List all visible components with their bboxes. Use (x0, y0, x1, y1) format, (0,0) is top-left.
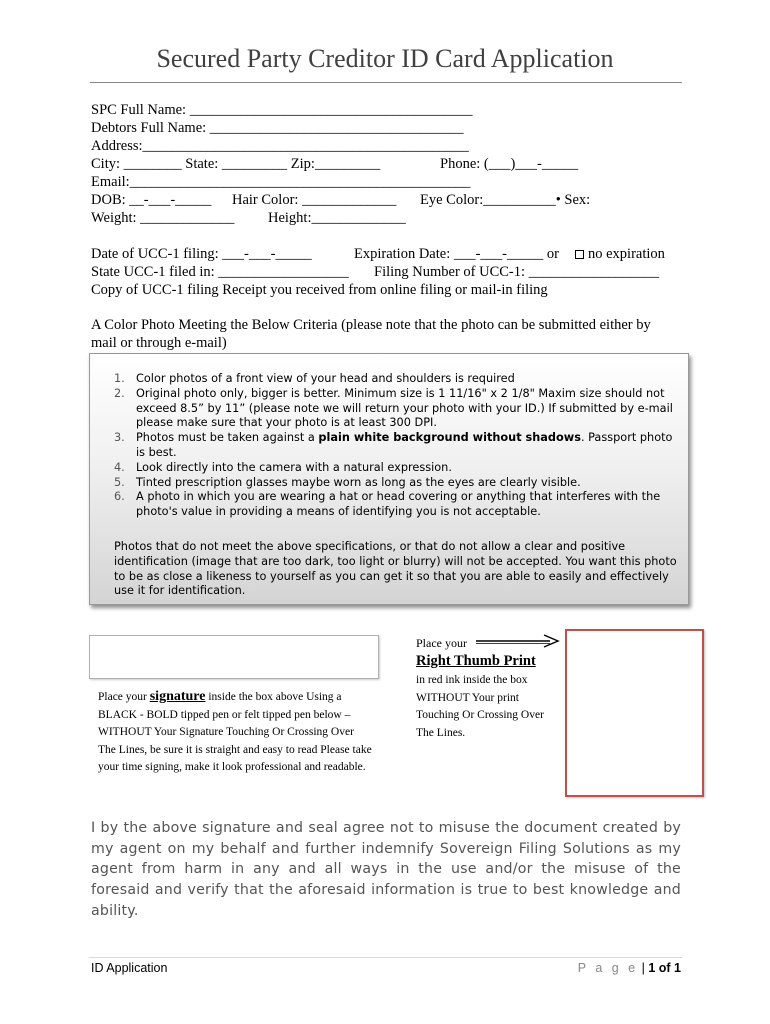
dob-field[interactable]: DOB: __-___-_____ (91, 192, 212, 208)
thumb-print-instructions: in red ink inside the box WITHOUT Your print Touching Or Crossing Over The Lines. (416, 674, 544, 739)
ucc-receipt-note: Copy of UCC-1 filing Receipt you received from online filing or mail-in filing (91, 282, 548, 298)
list-item: 4. Look directly into the camera with a natural expression. (114, 460, 452, 474)
photo-criteria-list (90, 372, 690, 520)
address-field[interactable]: Address:_____________________________________________ (91, 138, 469, 154)
list-item: 2. Original photo only, bigger is better. Minimum size is 1 11/16" x 2 1/8" Maxim size should not exceed 8.5” by 11” (please note we will return your photo with your ID.) If submitted by e-mail please make sure that your photo is at least 300 DPI. (114, 386, 673, 430)
hair-color-field[interactable]: Hair Color: _____________ (232, 192, 397, 208)
arrow-right-icon (474, 633, 562, 649)
list-item: 5. Tinted prescription glasses maybe worn as long as the eyes are clearly visible. (114, 475, 581, 489)
phone-field[interactable]: Phone: (___)___-_____ (440, 156, 579, 172)
state-filed-field[interactable]: State UCC-1 filed in: __________________ (91, 264, 349, 280)
footer-divider (89, 957, 682, 958)
no-expiration-label: no expiration (588, 246, 665, 262)
email-field[interactable]: Email:_______________________________________________ (91, 174, 471, 190)
footer-document-name: ID Application (91, 961, 168, 975)
photo-intro-line2: mail or through e-mail) (91, 335, 227, 351)
title-divider (90, 82, 682, 83)
thumb-place-label: Place your (416, 636, 467, 650)
debtors-full-name-field[interactable]: Debtors Full Name: ___________________________________ (91, 120, 464, 136)
checkbox-icon[interactable] (575, 250, 584, 259)
footer-page-number: P a g e | 1 of 1 (577, 961, 681, 975)
thumb-print-heading: Right Thumb Print (416, 653, 536, 669)
eye-color-sex-field[interactable]: Eye Color:__________• Sex: (420, 192, 591, 208)
city-state-zip-field[interactable]: City: ________ State: _________ Zip:_________ (91, 156, 381, 172)
thumb-print-box[interactable] (565, 629, 704, 797)
list-item: 3. Photos must be taken against a plain white background without shadows. Passport photo is best. (114, 431, 673, 459)
spc-full-name-field[interactable]: SPC Full Name: _______________________________________ (91, 102, 473, 118)
agreement-text: I by the above signature and seal agree not to misuse the document created by my agent on my behalf and further indemnify Sovereign Filing Solutions as my agent from harm in any and all ways in the use and/or the misuse of the foresaid and verify that the aforesaid information is true to best knowledge and ability. (91, 820, 681, 919)
height-field[interactable]: Height:_____________ (268, 210, 406, 226)
signature-instructions: Place your signature inside the box above Using a BLACK - BOLD tipped pen or felt tipped pen below – WITHOUT Your Signature Touching Or Crossing Over The Lines, be sure it is straight and easy to read Please take your time signing, make it look professional and readable. (98, 689, 372, 773)
expiration-date-field[interactable]: Expiration Date: ___-___-_____ or (354, 246, 559, 262)
photo-intro-line1: A Color Photo Meeting the Below Criteria (please note that the photo can be submitted either by (91, 317, 651, 333)
page-title: Secured Party Creditor ID Card Application (156, 44, 614, 73)
weight-field[interactable]: Weight: _____________ (91, 210, 235, 226)
list-item: 6. A photo in which you are wearing a hat or head covering or anything that interferes with the photo's value in providing a means of identifying you is not acceptable. (114, 490, 661, 519)
filing-number-field[interactable]: Filing Number of UCC-1: __________________ (374, 264, 660, 280)
signature-box[interactable] (89, 635, 379, 679)
photo-criteria-note: Photos that do not meet the above specifications, or that do not allow a clear and positive identification (image that are too dark, too light or blurry) will not be accepted. You want this photo to be as close a likeness to yourself as you can get it so that you are able to easily and effectively use it for identification. (114, 540, 677, 598)
list-item: 1. Color photos of a front view of your head and shoulders is required (114, 372, 515, 385)
ucc-filing-date-field[interactable]: Date of UCC-1 filing: ___-___-_____ (91, 246, 312, 262)
photo-criteria-box (89, 353, 689, 605)
no-expiration-option[interactable] (575, 246, 665, 263)
